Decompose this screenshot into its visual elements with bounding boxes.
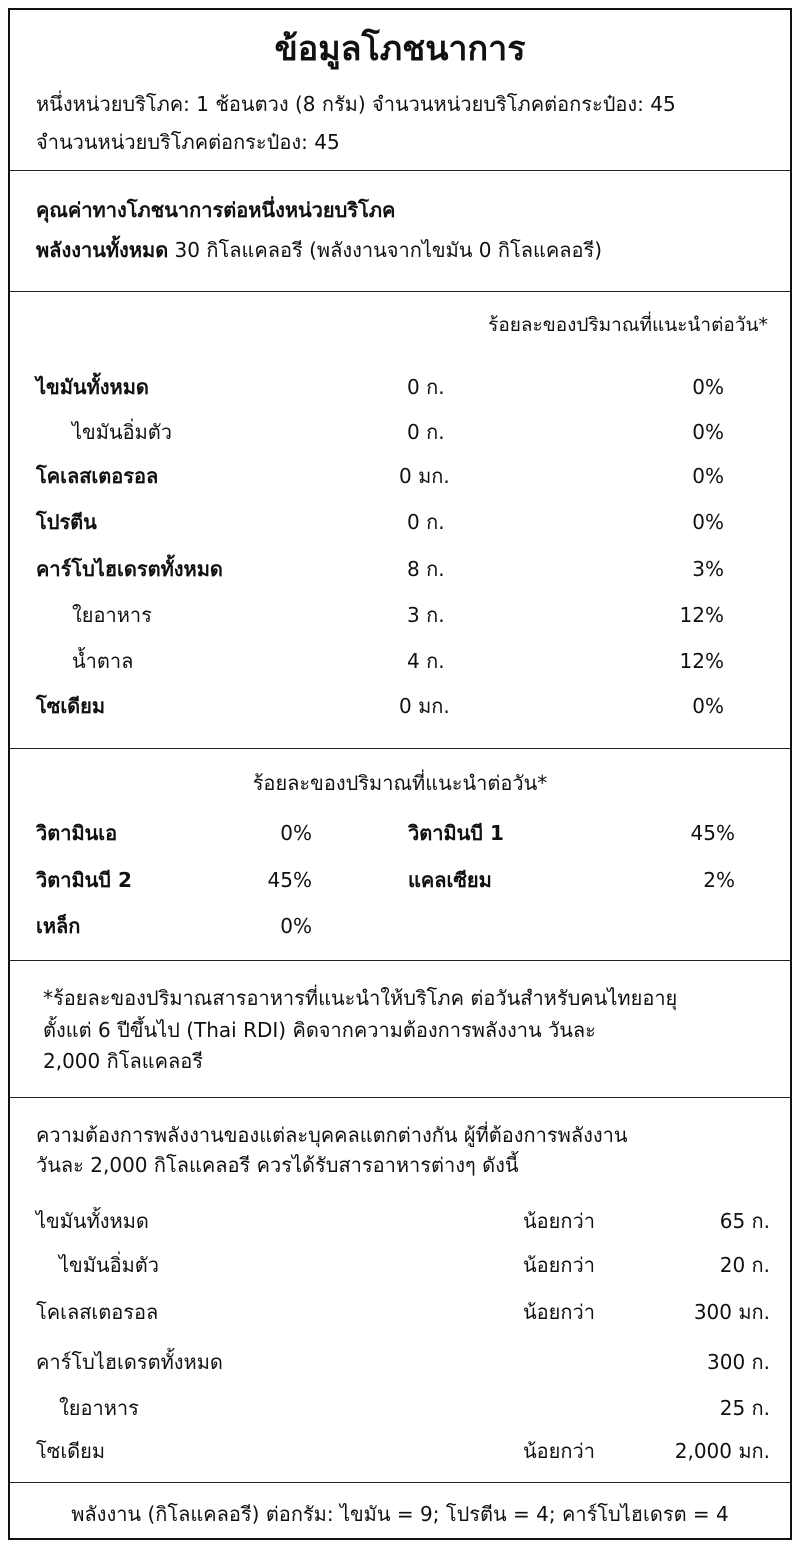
nutrient-name: โคเลสเตอรอล [36,464,159,488]
nutrient-percent: 0% [692,420,724,444]
requirement-name: ไขมันอิ่มตัว [59,1253,159,1277]
requirement-name: โคเลสเตอรอล [36,1300,159,1324]
nutrient-percent: 12% [679,649,724,673]
requirement-qualifier: น้อยกว่า [523,1253,595,1277]
requirement-amount: 65 ก. [719,1209,770,1233]
footnote-line: *ร้อยละของปริมาณสารอาหารที่แนะนำให้บริโภค ต่อวันสำหรับคนไทยอายุ [43,986,678,1010]
total-energy-label: พลังงานทั้งหมด [36,238,169,262]
total-energy-line [36,240,602,260]
nutrient-name: โซเดียม [36,694,106,718]
requirement-qualifier: น้อยกว่า [523,1300,595,1324]
servings-per-container-line: จำนวนหน่วยบริโภคต่อกระป๋อง: 45 [36,130,340,154]
per-serving-heading: คุณค่าทางโภชนาการต่อหนึ่งหน่วยบริโภค [36,198,396,222]
nutrient-name: คาร์โบไฮเดรตทั้งหมด [36,557,223,581]
requirements-intro: วันละ 2,000 กิโลแคลอรี ควรได้รับสารอาหารต่างๆ ดังนี้ [36,1153,519,1177]
nutrient-name: น้ำตาล [72,649,134,673]
footnote-line: 2,000 กิโลแคลอรี [43,1049,203,1073]
rdi-header: ร้อยละของปริมาณที่แนะนำต่อวัน* [488,314,768,336]
requirements-intro: ความต้องการพลังงานของแต่ละบุคคลแตกต่างกัน ผู้ที่ต้องการพลังงาน [36,1123,628,1147]
nutrient-amount: 0 ก. [407,375,445,399]
vitamin-name: วิตามินบี 2 [36,868,132,892]
vitamin-percent: 2% [703,868,735,892]
vitamin-name: วิตามินบี 1 [408,821,504,845]
nutrient-amount: 3 ก. [407,603,445,627]
nutrient-percent: 3% [692,557,724,581]
requirement-amount: 2,000 มก. [674,1439,770,1463]
nutrient-percent: 0% [692,694,724,718]
nutrient-amount: 0 ก. [407,420,445,444]
nutrient-amount: 8 ก. [407,557,445,581]
vitamin-name: เหล็ก [36,914,81,938]
nutrient-amount: 4 ก. [407,649,445,673]
requirement-name: คาร์โบไฮเดรตทั้งหมด [36,1350,223,1374]
nutrient-amount: 0 ก. [407,510,445,534]
nutrient-name: ไขมันทั้งหมด [36,375,149,399]
nutrient-name: โปรตีน [36,510,97,534]
requirement-amount: 20 ก. [719,1253,770,1277]
requirement-name: โซเดียม [36,1439,106,1463]
vitamin-percent: 0% [280,914,312,938]
nutrient-name: ไขมันอิ่มตัว [72,420,172,444]
divider [10,1482,790,1483]
vitamin-name: วิตามินเอ [36,821,118,845]
nutrient-percent: 0% [692,375,724,399]
nutrient-percent: 0% [692,464,724,488]
divider [10,291,790,292]
requirement-qualifier: น้อยกว่า [523,1209,595,1233]
vitamin-percent: 0% [280,821,312,845]
requirement-amount: 25 ก. [719,1396,770,1420]
nutrient-percent: 12% [679,603,724,627]
vitamin-rdi-header: ร้อยละของปริมาณที่แนะนำต่อวัน* [252,771,548,795]
divider [10,960,790,961]
nutrition-facts-label [8,8,792,1540]
vitamin-percent: 45% [267,868,312,892]
requirement-name: ใยอาหาร [59,1396,139,1420]
vitamin-percent: 45% [690,821,735,845]
nutrient-amount: 0 มก. [399,694,450,718]
label-title: ข้อมูลโภชนาการ [274,29,526,69]
footnote-line: ตั้งแต่ 6 ปีขึ้นไป (Thai RDI) คิดจากความต้องการพลังงาน วันละ [43,1018,596,1042]
divider [10,170,790,171]
vitamin-name: แคลเซียม [408,868,492,892]
divider [10,1097,790,1098]
requirement-name: ไขมันทั้งหมด [36,1209,149,1233]
nutrient-amount: 0 มก. [399,464,450,488]
requirement-amount: 300 ก. [707,1350,770,1374]
divider [10,748,790,749]
total-energy-value: 30 กิโลแคลอรี (พลังงานจากไขมัน 0 กิโลแคลอรี) [174,238,603,262]
requirement-amount: 300 มก. [693,1300,770,1324]
nutrient-name: ใยอาหาร [72,603,152,627]
requirement-qualifier: น้อยกว่า [523,1439,595,1463]
serving-size-line: หนึ่งหน่วยบริโภค: 1 ช้อนตวง (8 กรัม) จำนวนหน่วยบริโภคต่อกระป๋อง: 45 [36,92,676,116]
energy-per-gram-footer: พลังงาน (กิโลแคลอรี) ต่อกรัม: ไขมัน = 9; โปรตีน = 4; คาร์โบไฮเดรต = 4 [71,1502,729,1526]
nutrient-percent: 0% [692,510,724,534]
